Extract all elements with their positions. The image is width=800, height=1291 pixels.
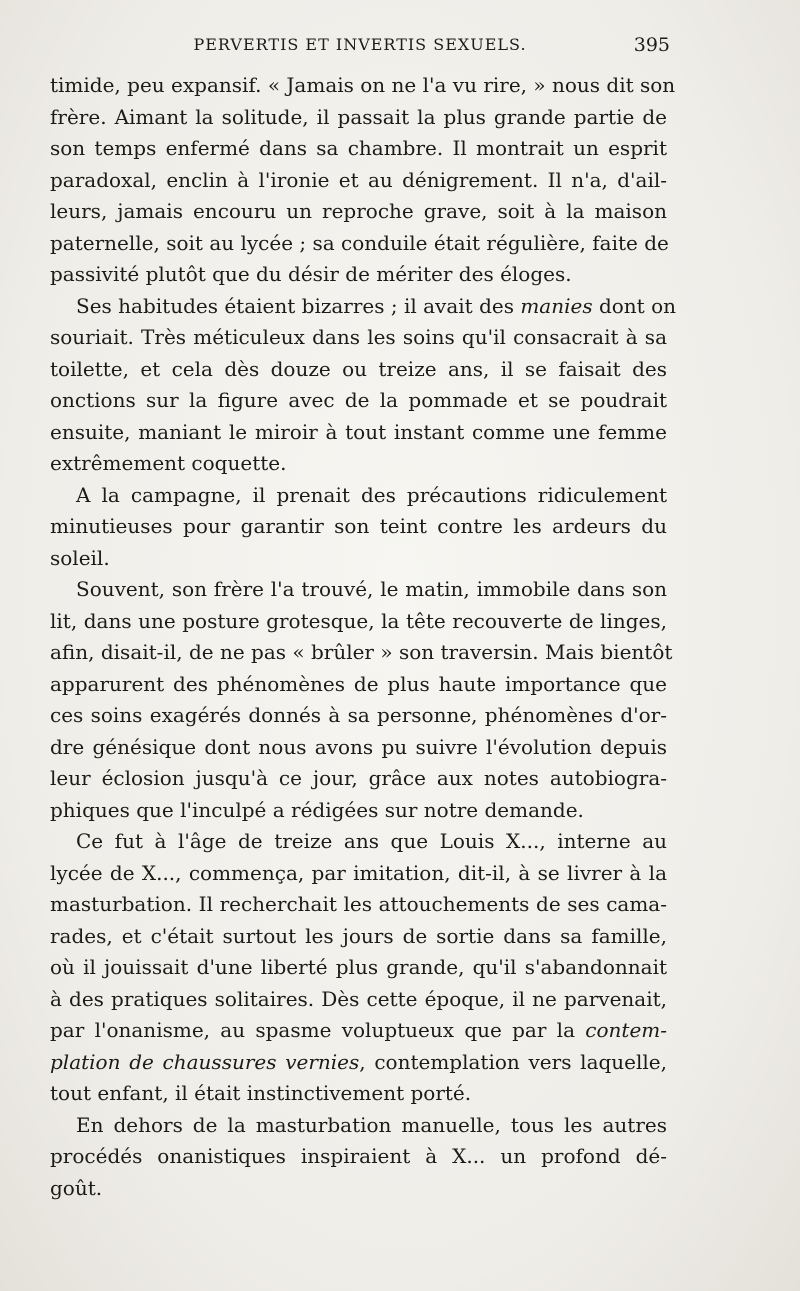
text-line: passivité plutôt que du désir de mériter des éloges.	[50, 262, 572, 286]
text-line: leurs, jamais encouru un reproche grave, soit à la maison	[50, 199, 667, 223]
text-line: soleil.	[50, 545, 110, 570]
text-line: extrêmement coquette.	[50, 451, 287, 475]
paragraph	[50, 1110, 667, 1205]
text-line: frère. Aimant la solitude, il passait la plus grande partie de	[50, 104, 667, 129]
page-header	[50, 30, 670, 60]
text-line: goût.	[50, 1175, 103, 1200]
text-line	[50, 1047, 667, 1079]
text-line: afin, disait-il, de ne pas « brûler » son traversin. Mais bientôt	[50, 640, 673, 664]
text-line: apparurent des phénomènes de plus haute importance que	[50, 671, 667, 696]
text-line: onctions sur la figure avec de la pommade et se poudrait	[50, 388, 667, 412]
text-line: En dehors de la masturbation manuelle, tous les autres	[76, 1112, 667, 1137]
running-head: PERVERTIS ET INVERTIS SEXUELS.	[193, 35, 527, 54]
text-line: dre génésique dont nous avons pu suivre l'évolution depuis	[50, 734, 667, 759]
text-line: phiques que l'inculpé a rédigées sur notre demande.	[50, 797, 584, 822]
paragraph	[50, 291, 676, 480]
text-line: Souvent, son frère l'a trouvé, le matin, immobile dans son	[76, 577, 667, 601]
text-line	[50, 1015, 667, 1047]
text-line: masturbation. Il recherchait les attouchements de ses cama-	[50, 892, 667, 916]
text-line: Ce fut à l'âge de treize ans que Louis X..., interne au	[76, 829, 667, 853]
text-line: à des pratiques solitaires. Dès cette époque, il ne parvenait,	[50, 986, 667, 1011]
text-line: minutieuses pour garantir son teint contre les ardeurs du	[50, 514, 667, 538]
italic-text: manies	[520, 293, 593, 318]
text-line: ensuite, maniant le miroir à tout instant comme une femme	[50, 419, 667, 444]
text-line: ces soins exagérés donnés à sa personne, phénomènes d'or-	[50, 703, 667, 727]
text-line: A la campagne, il prenait des précautions ridiculement	[76, 482, 667, 507]
text-segment: , contemplation vers laquelle,	[359, 1049, 667, 1074]
body-text	[50, 70, 676, 1204]
text-segment: par l'onanisme, au spasme voluptueux que par la	[50, 1018, 586, 1042]
text-line: souriait. Très méticuleux dans les soins qu'il consacrait à sa	[50, 325, 667, 349]
text-line: procédés onanistiques inspiraient à X... un profond dé-	[50, 1144, 667, 1168]
text-line: lit, dans une posture grotesque, la tête recouverte de linges,	[50, 608, 667, 633]
italic-text: contem-	[585, 1018, 667, 1042]
paragraph	[50, 480, 667, 575]
text-segment: dont on	[592, 293, 676, 318]
text-line: où il jouissait d'une liberté plus grande, qu'il s'abandonnait	[50, 955, 667, 979]
text-line: timide, peu expansif. « Jamais on ne l'a vu rire, » nous dit son	[50, 73, 676, 97]
text-line: lycée de X..., commença, par imitation, dit-il, à se livrer à la	[50, 860, 667, 885]
text-line: son temps enfermé dans sa chambre. Il montrait un esprit	[50, 136, 667, 160]
paragraph	[50, 574, 673, 826]
paragraph	[50, 826, 667, 1110]
text-line: toilette, et cela dès douze ou treize ans, il se faisait des	[50, 356, 667, 381]
text-line: paradoxal, enclin à l'ironie et au dénigrement. Il n'a, d'ail-	[50, 167, 667, 192]
text-line: tout enfant, il était instinctivement porté.	[50, 1081, 472, 1105]
text-line: rades, et c'était surtout les jours de sortie dans sa famille,	[50, 923, 667, 948]
page-number: 395	[633, 34, 670, 56]
italic-text: plation de chaussures vernies	[50, 1049, 360, 1074]
text-line	[50, 291, 676, 323]
text-segment: Ses habitudes étaient bizarres ; il avait des	[76, 293, 521, 318]
text-line: paternelle, soit au lycée ; sa conduile était régulière, faite de	[50, 230, 669, 255]
text-line: leur éclosion jusqu'à ce jour, grâce aux notes autobiogra-	[50, 766, 667, 790]
paragraph	[50, 70, 676, 291]
